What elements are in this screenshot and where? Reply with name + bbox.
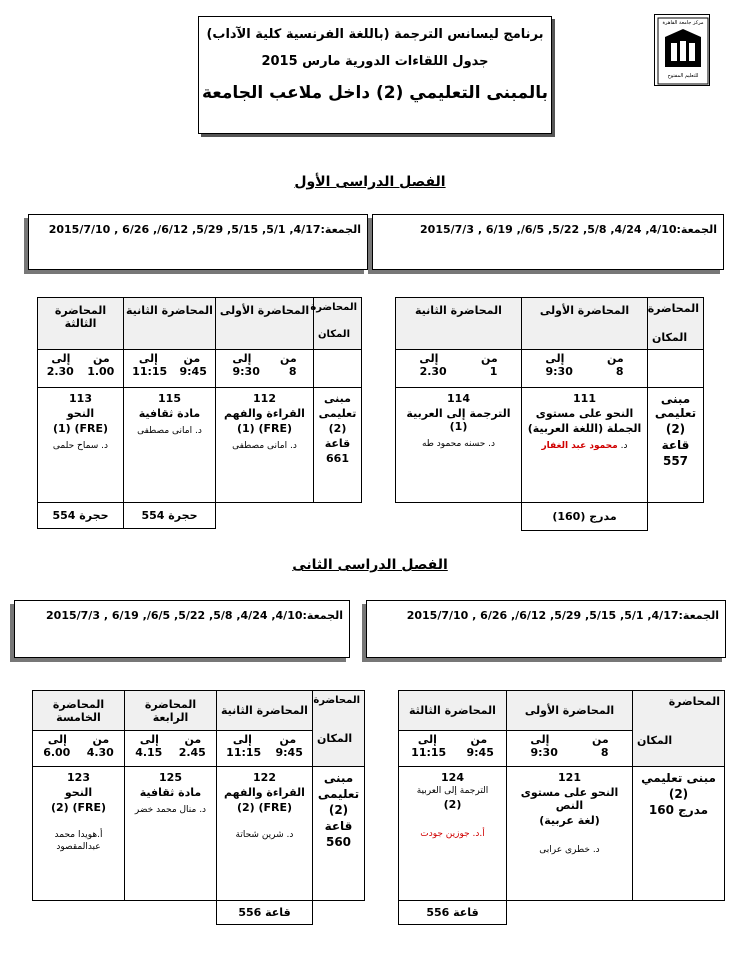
time-to: 11:15: [132, 365, 168, 378]
header-lecture-2: المحاضرة الثانية: [396, 298, 522, 350]
time-slot-1: [522, 350, 648, 388]
course-teacher: عبدالمقصود: [56, 842, 101, 852]
from-label: من: [184, 733, 202, 746]
course-name: الجملة (اللغة العربية): [527, 422, 642, 435]
empty-cell: [33, 901, 125, 925]
time-slot-1: [216, 350, 314, 388]
place-line: قاعة: [661, 438, 690, 452]
header-lecture-1: المحاضرة الأولى: [216, 298, 314, 350]
time-slot-2: [124, 350, 216, 388]
course-teacher: د. حسنه محمود طه: [421, 439, 496, 449]
header-lecture-2: المحاضرة الثانية: [217, 691, 313, 731]
time-from: 9:45: [179, 365, 207, 378]
logo-bottom-text: للتعليم المفتوح: [667, 73, 699, 79]
time-to: 2.30: [419, 365, 447, 378]
course-teacher: أ.هويدا محمد: [54, 830, 103, 840]
semester1-title: الفصل الدراسى الأول: [294, 174, 446, 190]
semester2-title: الفصل الدراسى الثانى: [292, 557, 448, 573]
header-line-2: جدول اللقاءات الدورية مارس 2015: [261, 54, 489, 69]
empty-cell: [648, 350, 704, 388]
course-name: النحو على مستوى النص: [520, 786, 619, 812]
time-from: 2.45: [178, 746, 206, 759]
header-line-3: بالمبنى التعليمي (2) داخل ملاعب الجامعة: [201, 83, 549, 103]
to-label: إلى: [419, 352, 439, 365]
course-cell-125: [125, 767, 217, 901]
from-label: من: [279, 352, 297, 365]
course-code: 123: [67, 771, 90, 784]
time-slot-2: [396, 350, 522, 388]
empty-cell: [125, 901, 217, 925]
place-line: مبنى تعليمي: [641, 771, 716, 785]
header-lecture-1: المحاضرة الأولى: [522, 298, 648, 350]
logo-top-text: مركز جامعة القاهرة: [662, 20, 704, 26]
course-name: النحو: [64, 786, 93, 799]
empty-cell: [648, 503, 704, 531]
col-lecture-label: المحاضرة: [668, 695, 720, 708]
empty-cell: [216, 503, 314, 529]
to-label: إلى: [51, 352, 71, 365]
teacher-prefix: د.: [620, 441, 628, 451]
semester1-dates-left: [28, 214, 368, 270]
from-label: من: [279, 733, 297, 746]
col-place-label: المكان: [637, 734, 673, 747]
course-code: 111: [573, 392, 596, 405]
time-to: 9:30: [530, 746, 558, 759]
time-from: 4.30: [86, 746, 114, 759]
course-cell-111: [522, 388, 648, 503]
semester2-table-right: [398, 690, 725, 925]
time-slot-2: [399, 731, 507, 767]
time-to: 9:30: [232, 365, 260, 378]
course-name: (FRE) (2): [236, 801, 293, 814]
header-lecture-3: المحاضرة الثالثة: [399, 691, 507, 731]
time-slot-2: [125, 731, 217, 767]
course-cell-112: [216, 388, 314, 503]
room-cell: قاعة 556: [217, 901, 313, 925]
semester1-dates-right: [372, 214, 724, 270]
semester2-dates-right-text: الجمعة:4/17, 5/1, 5/15, 5/29, 6/12/, 6/26 , 2015/7/10: [406, 609, 719, 622]
time-from: 8: [288, 365, 297, 378]
place-cell: [314, 388, 362, 503]
semester1-table-right: [395, 297, 704, 531]
to-label: إلى: [417, 733, 437, 746]
header-box: [198, 16, 552, 134]
place-cell: [648, 388, 704, 503]
semester1-table-left: [37, 297, 362, 529]
col-lecture-place-header: [633, 691, 725, 767]
header-line-1: برنامج ليسانس الترجمة (باللغة الفرنسية كلية الآداب): [206, 27, 544, 42]
place-line: (2): [665, 422, 686, 436]
semester1-dates-right-text: الجمعة:4/10, 4/24, 5/8, 5/22, 6/5/, 6/19 , 2015/7/3: [420, 223, 717, 236]
place-line: مبنى تعليمى: [654, 392, 697, 420]
place-line: قاعة: [324, 437, 351, 450]
place-line: 557: [662, 454, 689, 468]
semester2-dates-left: [14, 600, 350, 658]
course-cell-124: [399, 767, 507, 901]
time-to: 11:15: [411, 746, 447, 759]
to-label: إلى: [232, 733, 252, 746]
university-logo: [654, 14, 710, 86]
place-line: 560: [325, 835, 352, 849]
room-cell: حجرة 554: [38, 503, 124, 529]
course-name: (FRE) (1): [52, 422, 109, 435]
place-line: مبنى: [324, 392, 351, 405]
empty-cell: [314, 503, 362, 529]
col-lecture-label: المحاضرة: [647, 302, 699, 315]
col-lecture-label: المحاضرة: [313, 695, 360, 706]
place-line: (2): [328, 803, 349, 817]
time-slot-1: [507, 731, 633, 767]
semester2-dates-left-text: الجمعة:4/10, 4/24, 5/8, 5/22, 6/5/, 6/19 , 2015/7/3: [46, 609, 343, 622]
course-teacher: د. سماح حلمى: [52, 441, 109, 451]
from-label: من: [92, 352, 110, 365]
course-teacher: د. امانى مصطفى: [137, 426, 202, 436]
course-name: الترجمة إلى العربية: [416, 786, 489, 796]
course-cell-121: [507, 767, 633, 901]
course-cell-122: [217, 767, 313, 901]
to-label: إلى: [138, 352, 158, 365]
from-label: من: [606, 352, 624, 365]
course-name: النحو: [66, 407, 95, 420]
from-label: من: [591, 733, 609, 746]
time-from: 9:45: [275, 746, 303, 759]
from-label: من: [470, 733, 488, 746]
course-name: القراءة والفهم: [224, 407, 305, 420]
place-line: 661: [326, 452, 349, 465]
header-lecture-3: المحاضرة الثالثة: [38, 298, 124, 350]
col-lecture-place-header: [310, 298, 362, 350]
course-cell-115: [124, 388, 216, 503]
room-cell: مدرج (160): [522, 503, 648, 531]
time-from: 1: [489, 365, 498, 378]
to-label: إلى: [232, 352, 252, 365]
header-lecture-5: المحاضرة الخامسة: [33, 691, 125, 731]
time-to: 6.00: [43, 746, 71, 759]
place-line: تعليمى: [317, 787, 360, 801]
room-cell: حجرة 554: [124, 503, 216, 529]
time-from: 8: [615, 365, 624, 378]
course-name: (FRE) (2): [50, 801, 107, 814]
semester2-table-left: [32, 690, 365, 925]
empty-cell: [507, 901, 633, 925]
col-place-label: المكان: [652, 331, 688, 344]
course-cell-123: [33, 767, 125, 901]
col-place-label: المكان: [317, 732, 353, 745]
teacher-name: محمود عبد الغفار: [541, 441, 618, 451]
col-lecture-label: المحاضرة: [310, 302, 357, 313]
col-lecture-place-header: [648, 298, 704, 350]
course-code: 115: [158, 392, 181, 405]
course-code: 113: [69, 392, 92, 405]
course-cell-113: [38, 388, 124, 503]
to-label: إلى: [139, 733, 159, 746]
time-to: 9:30: [545, 365, 573, 378]
empty-cell: [633, 901, 725, 925]
semester2-dates-right: [366, 600, 726, 658]
place-cell: [313, 767, 365, 901]
place-line: قاعة: [324, 819, 353, 833]
header-lecture-2: المحاضرة الثانية: [124, 298, 216, 350]
place-cell: [633, 767, 725, 901]
to-label: إلى: [47, 733, 67, 746]
time-slot-3: [38, 350, 124, 388]
course-name: الترجمة إلى العربية (1): [406, 407, 511, 433]
course-name: القراءة والفهم: [224, 786, 305, 799]
place-line: تعليمى: [318, 407, 357, 420]
time-to: 11:15: [226, 746, 262, 759]
empty-cell: [313, 901, 365, 925]
col-lecture-place-header: [313, 691, 365, 767]
place-line: (2): [328, 422, 347, 435]
course-name: (2): [443, 798, 462, 811]
course-code: 122: [253, 771, 276, 784]
course-teacher: أ.د. جوزين جودت: [420, 829, 485, 839]
course-code: 125: [159, 771, 182, 784]
course-name: (لغة عربية): [539, 814, 600, 827]
to-label: إلى: [545, 352, 565, 365]
time-from: 1.00: [87, 365, 115, 378]
course-name: مادة ثقافية: [139, 786, 202, 799]
course-teacher: د. خطرى عرابى: [539, 845, 600, 855]
time-slot-3: [33, 731, 125, 767]
place-line: مبنى: [323, 771, 354, 785]
course-teacher: [524, 441, 645, 451]
course-code: 114: [447, 392, 470, 405]
place-line: مدرج 160: [648, 803, 709, 817]
time-from: 9:45: [466, 746, 494, 759]
course-name: النحو على مستوى: [535, 407, 634, 420]
semester1-dates-left-text: الجمعة:4/17, 5/1, 5/15, 5/29, 6/12/, 6/26 , 2015/7/10: [48, 223, 361, 236]
course-teacher: د. امانى مصطفى: [232, 441, 297, 451]
place-line: (2): [668, 787, 689, 801]
from-label: من: [92, 733, 110, 746]
time-to: 4.15: [135, 746, 163, 759]
course-cell-114: [396, 388, 522, 503]
time-from: 8: [600, 746, 609, 759]
time-to: 2.30: [46, 365, 74, 378]
course-name: مادة ثقافية: [138, 407, 201, 420]
course-teacher: د. منال محمد خضر: [134, 805, 207, 815]
course-code: 121: [558, 771, 581, 784]
header-lecture-4: المحاضرة الرابعة: [125, 691, 217, 731]
from-label: من: [183, 352, 201, 365]
to-label: إلى: [530, 733, 550, 746]
course-code: 112: [253, 392, 276, 405]
room-cell: قاعة 556: [399, 901, 507, 925]
col-place-label: المكان: [318, 329, 350, 340]
header-lecture-1: المحاضرة الأولى: [507, 691, 633, 731]
empty-cell: [314, 350, 362, 388]
empty-cell: [396, 503, 522, 531]
course-name: (FRE) (1): [236, 422, 293, 435]
course-teacher: د. شرين شحاتة: [235, 830, 294, 840]
from-label: من: [480, 352, 498, 365]
time-slot-1: [217, 731, 313, 767]
course-code: 124: [441, 771, 464, 784]
